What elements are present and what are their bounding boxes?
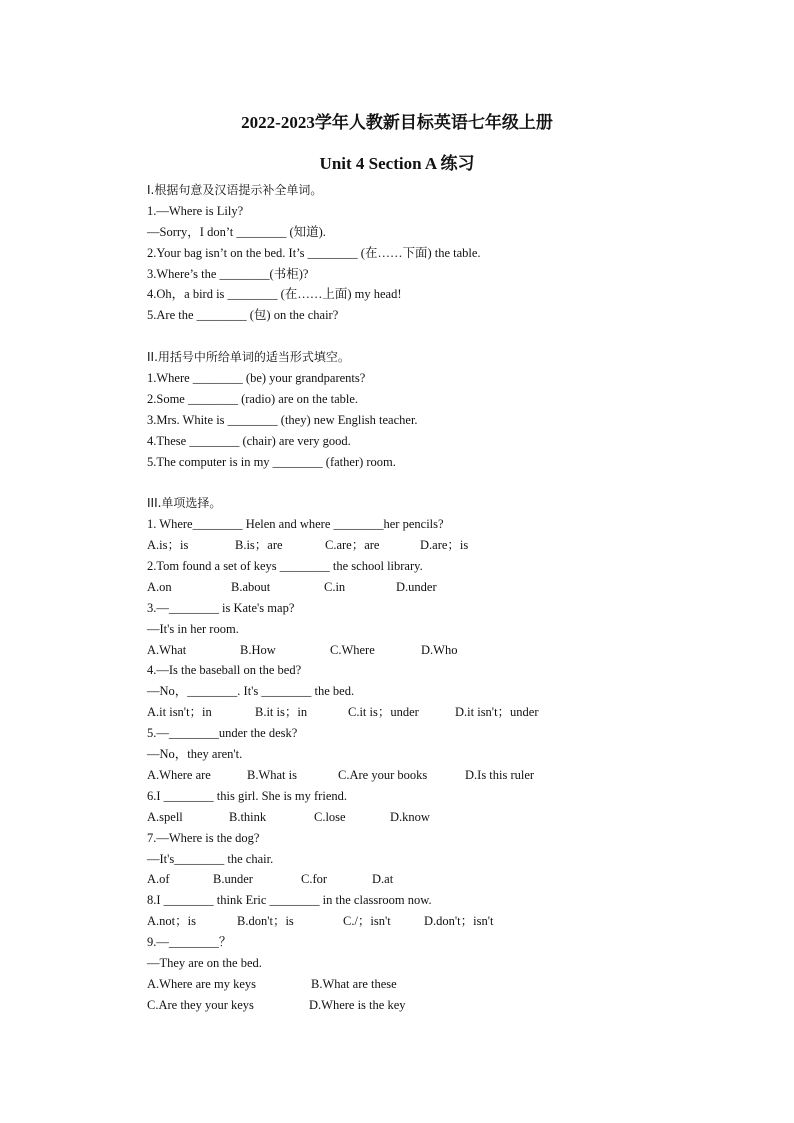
option-d: D.Where is the key [309, 997, 406, 1012]
document-title: 2022-2023学年人教新目标英语七年级上册 [241, 113, 553, 132]
s1-line: —Sorry，I don’t ________ (知道). [147, 224, 326, 239]
option-b: B.What is [247, 767, 297, 782]
document-subtitle: Unit 4 Section A 练习 [319, 154, 475, 173]
option-b: B.is；are [235, 538, 283, 553]
question-9-stem: 9.—________？ [147, 935, 232, 950]
question-4-options [147, 702, 707, 723]
question-1-stem: 1. Where________ Helen and where ________her pencils? [147, 517, 444, 532]
question-4-line2: —No，________. It's ________ the bed. [147, 684, 355, 699]
option-c: C.Are your books [338, 767, 428, 782]
option-b: B.What are these [311, 976, 397, 991]
option-d: D.Who [421, 642, 458, 657]
option-a: A.not；is [147, 914, 196, 929]
section-3-heading: III.单项选择。 [147, 496, 222, 511]
option-c: C.in [324, 579, 346, 594]
option-d: D.it isn't；under [455, 705, 539, 720]
s1-line: 4.Oh，a bird is ________ (在……上面) my head! [147, 287, 402, 302]
option-b: B.How [240, 642, 276, 657]
option-b: B.don't；is [237, 914, 294, 929]
option-b: B.it is；in [255, 705, 308, 720]
question-4-stem: 4.—Is the baseball on the bed? [147, 663, 302, 678]
option-a: A.spell [147, 809, 183, 824]
option-c: C.it is；under [348, 705, 419, 720]
question-7-stem: 7.—Where is the dog? [147, 830, 260, 845]
s1-line: 1.—Where is Lily? [147, 203, 244, 218]
option-a: A.What [147, 642, 187, 657]
question-2-options [147, 577, 707, 598]
s1-line: 3.Where’s the ________(书柜)? [147, 266, 309, 281]
option-c: C.Where [330, 642, 375, 657]
option-d: D.under [396, 579, 437, 594]
s2-line: 3.Mrs. White is ________ (they) new English teacher. [147, 412, 418, 427]
worksheet-body [147, 180, 707, 1016]
spacer [147, 472, 707, 493]
question-6-stem: 6.I ________ this girl. She is my friend. [147, 788, 347, 803]
option-a: A.is；is [147, 538, 189, 553]
question-8-options [147, 911, 707, 932]
option-a: A.Where are [147, 767, 211, 782]
option-c: C.for [301, 872, 328, 887]
option-b: B.under [213, 872, 253, 887]
option-a: A.it isn't；in [147, 705, 212, 720]
option-a: A.of [147, 872, 170, 887]
question-2-stem: 2.Tom found a set of keys ________ the school library. [147, 559, 423, 574]
s2-line: 4.These ________ (chair) are very good. [147, 433, 351, 448]
s1-line: 5.Are the ________ (包) on the chair? [147, 308, 339, 323]
question-5-stem: 5.—________under the desk? [147, 726, 298, 741]
question-6-options [147, 807, 707, 828]
s2-line: 5.The computer is in my ________ (father) room. [147, 454, 396, 469]
s2-line: 1.Where ________ (be) your grandparents? [147, 371, 366, 386]
question-3-stem: 3.—________ is Kate's map? [147, 600, 295, 615]
question-9-line2: —They are on the bed. [147, 955, 262, 970]
question-7-options [147, 869, 707, 890]
option-d: D.know [390, 809, 430, 824]
question-7-line2: —It's________ the chair. [147, 851, 274, 866]
question-9-options-row2 [147, 995, 707, 1016]
question-3-line2: —It's in her room. [147, 621, 239, 636]
option-b: B.about [231, 579, 271, 594]
option-c: C.Are they your keys [147, 997, 254, 1012]
option-d: D.at [372, 872, 394, 887]
s1-line: 2.Your bag isn’t on the bed. It’s ________ (在……下面) the table. [147, 245, 481, 260]
option-c: C.are；are [325, 538, 380, 553]
question-9-options-row1 [147, 974, 707, 995]
section-1-heading: I.根据句意及汉语提示补全单词。 [147, 183, 323, 197]
option-a: A.Where are my keys [147, 976, 256, 991]
spacer [147, 326, 707, 347]
option-d: D.Is this ruler [465, 767, 535, 782]
option-c: C./；isn't [343, 914, 391, 929]
s2-line: 2.Some ________ (radio) are on the table. [147, 391, 359, 406]
question-5-options [147, 765, 707, 786]
option-a: A.on [147, 579, 172, 594]
question-5-line2: —No，they aren't. [147, 747, 243, 762]
question-3-options [147, 640, 707, 661]
option-b: B.think [229, 809, 267, 824]
option-c: C.lose [314, 809, 346, 824]
option-d: D.don't；isn't [424, 914, 494, 929]
option-d: D.are；is [420, 538, 469, 553]
question-8-stem: 8.I ________ think Eric ________ in the classroom now. [147, 893, 432, 908]
question-1-options [147, 535, 707, 556]
section-2-heading: II.用括号中所给单词的适当形式填空。 [147, 350, 350, 365]
